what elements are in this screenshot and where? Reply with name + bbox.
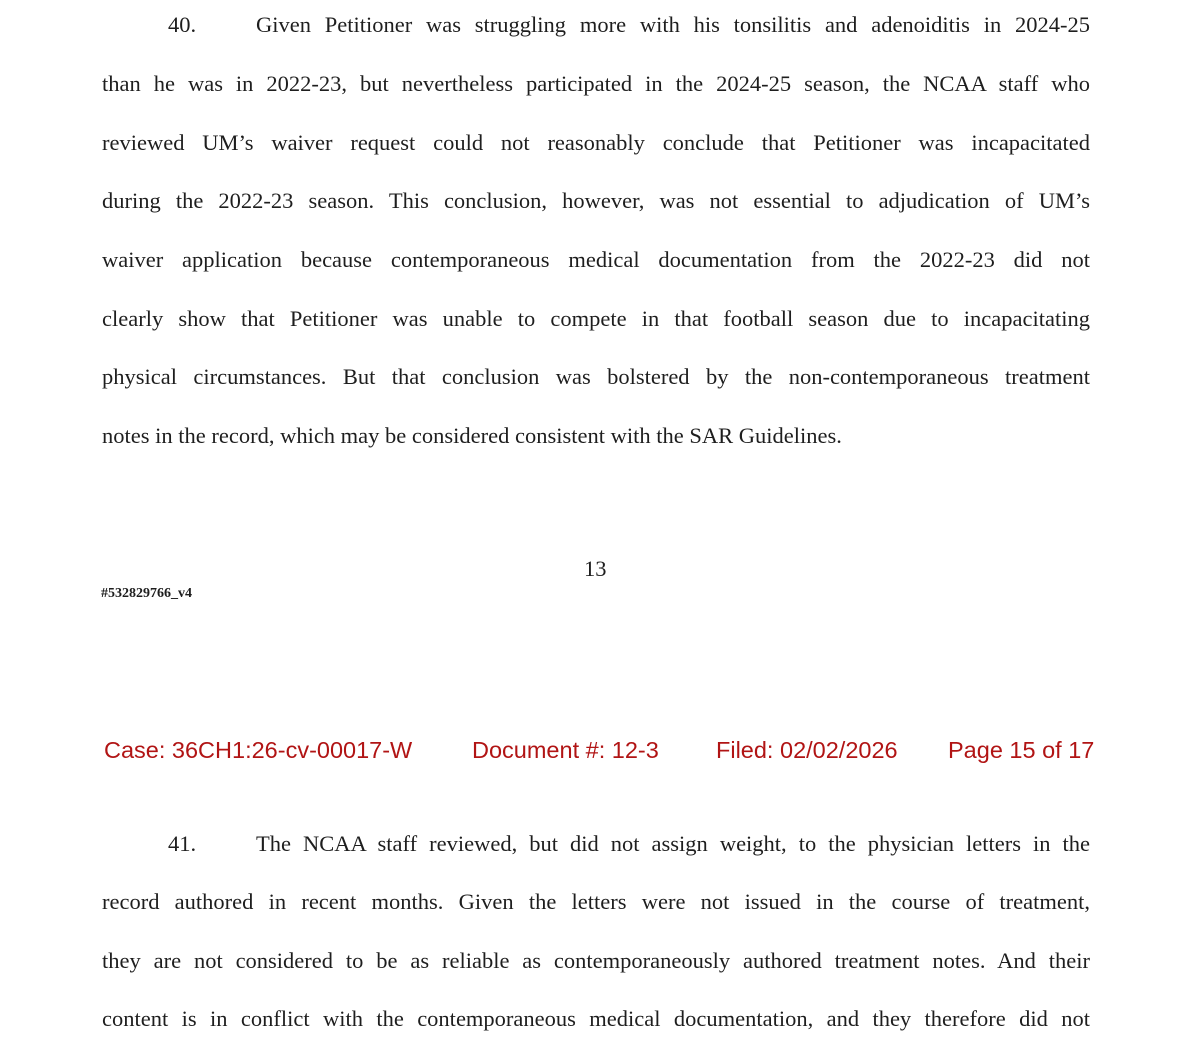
paragraph-line: content is in conflict with the contemporaneous medical documentation, and they therefore did not bbox=[102, 1006, 1090, 1031]
filed-date: Filed: 02/02/2026 bbox=[716, 737, 898, 763]
paragraph-line: waiver application because contemporaneous medical documentation from the 2022-23 did not bbox=[102, 247, 1090, 272]
paragraph-line: notes in the record, which may be considered consistent with the SAR Guidelines. bbox=[102, 423, 842, 448]
document-id: #532829766_v4 bbox=[101, 586, 192, 601]
paragraph-number: 41. bbox=[168, 831, 197, 856]
paragraph-line: during the 2022-23 season. This conclusion, however, was not essential to adjudication of UM’s bbox=[102, 188, 1090, 213]
document-number: Document #: 12-3 bbox=[472, 737, 659, 763]
page-number: 13 bbox=[584, 556, 607, 581]
paragraph-number: 40. bbox=[168, 12, 197, 37]
paragraph-line: 40. Given Petitioner was struggling more with his tonsilitis and adenoiditis in 2024-25 bbox=[168, 10, 1090, 40]
paragraph-line: record authored in recent months. Given the letters were not issued in the course of treatment, bbox=[102, 889, 1090, 914]
paragraph-line: reviewed UM’s waiver request could not reasonably conclude that Petitioner was incapacitated bbox=[102, 130, 1090, 155]
paragraph-line: 41. The NCAA staff reviewed, but did not assign weight, to the physician letters in the bbox=[168, 829, 1090, 859]
paragraph-line: clearly show that Petitioner was unable to compete in that football season due to incapacitating bbox=[102, 306, 1090, 331]
case-number: Case: 36CH1:26-cv-00017-W bbox=[104, 737, 413, 763]
page-count: Page 15 of 17 bbox=[948, 737, 1095, 763]
paragraph-line: they are not considered to be as reliable as contemporaneously authored treatment notes. And their bbox=[102, 948, 1090, 973]
paragraph-line: than he was in 2022-23, but nevertheless participated in the 2024-25 season, the NCAA staff who bbox=[102, 71, 1090, 96]
paragraph-line: physical circumstances. But that conclusion was bolstered by the non-contemporaneous treatment bbox=[102, 364, 1090, 389]
